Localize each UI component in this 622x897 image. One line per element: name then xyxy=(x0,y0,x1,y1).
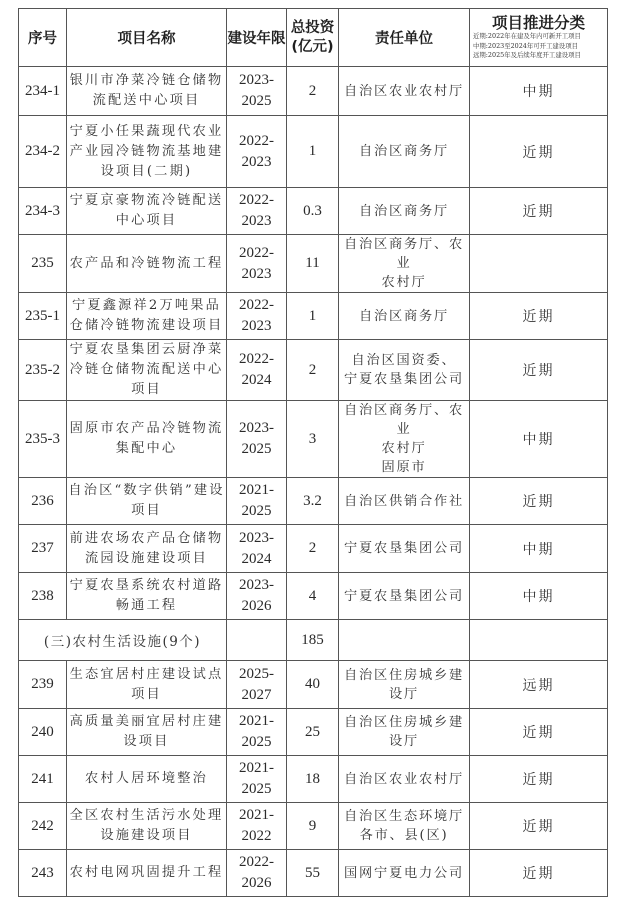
table-row xyxy=(19,235,608,293)
row-seq: 241 xyxy=(19,756,67,803)
row-years-start: 2021- xyxy=(239,713,274,729)
row-years xyxy=(227,525,287,573)
row-unit xyxy=(339,340,470,401)
row-seq: 239 xyxy=(19,661,67,709)
row-name: 宁夏鑫源祥2万吨果品仓储冷链物流建设项目 xyxy=(67,293,227,340)
table-row xyxy=(19,116,608,188)
row-category: 远期 xyxy=(470,661,608,709)
row-unit xyxy=(339,803,470,850)
row-unit-line: 自治区供销合作社 xyxy=(344,493,464,509)
row-name: 自治区“数字供销”建设项目 xyxy=(67,478,227,525)
row-category: 近期 xyxy=(470,116,608,188)
row-name: 宁夏京豪物流冷链配送中心项目 xyxy=(67,188,227,235)
section-body xyxy=(19,620,608,661)
row-unit xyxy=(339,188,470,235)
row-invest: 11 xyxy=(287,235,339,293)
table-body-top xyxy=(19,67,608,620)
row-unit-line: 自治区生态环境厅 xyxy=(344,809,464,824)
row-category: 近期 xyxy=(470,803,608,850)
row-years-start: 2023- xyxy=(239,577,274,593)
header-invest xyxy=(287,9,339,67)
row-category: 近期 xyxy=(470,340,608,401)
row-years xyxy=(227,67,287,116)
table-row xyxy=(19,525,608,573)
table-row xyxy=(19,850,608,897)
row-years-start: 2022- xyxy=(239,244,274,261)
header-unit: 责任单位 xyxy=(339,9,470,67)
row-years-end: 2023 xyxy=(241,265,272,282)
row-invest: 2 xyxy=(287,525,339,573)
row-invest: 0.3 xyxy=(287,188,339,235)
row-invest: 2 xyxy=(287,67,339,116)
row-years xyxy=(227,573,287,620)
row-years-end: 2023 xyxy=(241,153,272,170)
row-years-end: 2025 xyxy=(241,441,272,457)
row-name: 农村电网巩固提升工程 xyxy=(67,850,227,897)
row-seq: 234-2 xyxy=(19,116,67,188)
table-row xyxy=(19,293,608,340)
table-header-row xyxy=(19,9,608,67)
row-unit xyxy=(339,850,470,897)
row-years-end: 2023 xyxy=(241,213,272,229)
row-years-start: 2025- xyxy=(239,665,274,682)
row-invest: 40 xyxy=(287,661,339,709)
row-invest: 9 xyxy=(287,803,339,850)
row-invest: 55 xyxy=(287,850,339,897)
row-category: 中期 xyxy=(470,573,608,620)
table-body-bottom xyxy=(19,661,608,897)
row-seq: 234-1 xyxy=(19,67,67,116)
section-row xyxy=(19,620,608,661)
row-years xyxy=(227,803,287,850)
row-name: 高质量美丽宜居村庄建设项目 xyxy=(67,709,227,756)
row-unit-line: 自治区住房城乡建设厅 xyxy=(344,667,464,702)
row-years xyxy=(227,709,287,756)
row-years-start: 2023- xyxy=(239,72,274,88)
row-years-end: 2025 xyxy=(241,734,272,750)
row-unit xyxy=(339,709,470,756)
table-row xyxy=(19,709,608,756)
row-years-start: 2021- xyxy=(239,807,274,823)
row-years-end: 2025 xyxy=(241,503,272,519)
row-unit xyxy=(339,478,470,525)
row-unit-line: 自治区住房城乡建设厅 xyxy=(344,715,464,749)
row-unit-line: 自治区商务厅、农业 xyxy=(344,403,464,437)
row-category: 中期 xyxy=(470,525,608,573)
row-name: 农村人居环境整治 xyxy=(67,756,227,803)
row-unit-line: 国网宁夏电力公司 xyxy=(344,865,464,881)
row-years-end: 2022 xyxy=(241,828,272,844)
row-unit xyxy=(339,661,470,709)
row-years xyxy=(227,850,287,897)
row-years-start: 2021- xyxy=(239,482,274,498)
row-unit-line: 农村厅 xyxy=(381,441,427,456)
row-invest: 25 xyxy=(287,709,339,756)
table-row xyxy=(19,803,608,850)
row-unit xyxy=(339,235,470,293)
row-unit-line: 自治区商务厅 xyxy=(359,144,449,159)
row-seq: 242 xyxy=(19,803,67,850)
header-invest-line1: 总投资 xyxy=(290,19,335,36)
row-category: 近期 xyxy=(470,478,608,525)
category-note-near: 近期:2022年在建及年内可新开工项目 xyxy=(473,32,581,41)
category-note-far: 远期:2025年及后续年度开工建设项目 xyxy=(473,51,581,60)
table-row xyxy=(19,756,608,803)
row-unit xyxy=(339,116,470,188)
row-unit-line: 自治区农业农村厅 xyxy=(344,771,464,787)
row-unit-line: 宁夏农垦集团公司 xyxy=(344,372,464,387)
row-unit-line: 自治区商务厅 xyxy=(359,203,449,219)
section-years xyxy=(227,620,287,661)
row-unit xyxy=(339,67,470,116)
header-seq: 序号 xyxy=(19,9,67,67)
row-unit-line: 固原市 xyxy=(381,460,427,475)
row-years-end: 2024 xyxy=(241,372,272,388)
row-years-end: 2024 xyxy=(241,550,272,567)
row-invest: 2 xyxy=(287,340,339,401)
row-invest: 18 xyxy=(287,756,339,803)
project-table xyxy=(18,8,608,897)
table-row xyxy=(19,401,608,478)
table-row xyxy=(19,573,608,620)
row-seq: 238 xyxy=(19,573,67,620)
row-years xyxy=(227,293,287,340)
row-category: 近期 xyxy=(470,293,608,340)
row-unit xyxy=(339,756,470,803)
row-invest: 1 xyxy=(287,293,339,340)
row-years-start: 2022- xyxy=(239,297,274,313)
row-years xyxy=(227,188,287,235)
row-years xyxy=(227,235,287,293)
row-unit-line: 自治区国资委、 xyxy=(351,353,457,368)
row-seq: 235 xyxy=(19,235,67,293)
row-name: 全区农村生活污水处理设施建设项目 xyxy=(67,803,227,850)
row-years xyxy=(227,401,287,478)
row-seq: 237 xyxy=(19,525,67,573)
row-seq: 234-3 xyxy=(19,188,67,235)
table-row xyxy=(19,340,608,401)
row-seq: 235-1 xyxy=(19,293,67,340)
row-years-start: 2023- xyxy=(239,420,274,436)
row-seq: 243 xyxy=(19,850,67,897)
row-years xyxy=(227,116,287,188)
section-category xyxy=(470,620,608,661)
row-unit xyxy=(339,525,470,573)
row-name: 宁夏小任果蔬现代农业产业园冷链物流基地建设项目(二期) xyxy=(67,116,227,188)
row-unit xyxy=(339,573,470,620)
row-invest: 3 xyxy=(287,401,339,478)
row-seq: 236 xyxy=(19,478,67,525)
header-years: 建设年限 xyxy=(227,9,287,67)
row-years xyxy=(227,661,287,709)
section-unit xyxy=(339,620,470,661)
row-seq: 235-3 xyxy=(19,401,67,478)
row-unit-line: 农村厅 xyxy=(381,275,427,290)
row-unit-line: 自治区农业农村厅 xyxy=(344,83,464,99)
row-years xyxy=(227,478,287,525)
row-unit-line: 自治区商务厅 xyxy=(359,308,449,324)
section-invest: 185 xyxy=(287,620,339,661)
row-invest: 4 xyxy=(287,573,339,620)
row-years-end: 2027 xyxy=(241,686,272,703)
row-category: 中期 xyxy=(470,67,608,116)
row-name: 前进农场农产品仓储物流园设施建设项目 xyxy=(67,525,227,573)
row-years-start: 2021- xyxy=(239,760,274,776)
row-category: 近期 xyxy=(470,756,608,803)
row-seq: 235-2 xyxy=(19,340,67,401)
row-years-end: 2025 xyxy=(241,781,272,797)
row-seq: 240 xyxy=(19,709,67,756)
header-invest-line2: (亿元) xyxy=(291,38,334,55)
row-category: 近期 xyxy=(470,709,608,756)
row-years-start: 2022- xyxy=(239,132,274,149)
row-years xyxy=(227,756,287,803)
section-label: (三)农村生活设施(9个) xyxy=(19,620,227,661)
row-name: 固原市农产品冷链物流集配中心 xyxy=(67,401,227,478)
table-row xyxy=(19,661,608,709)
row-years-end: 2023 xyxy=(241,318,272,334)
row-years-end: 2025 xyxy=(241,93,272,109)
row-invest: 1 xyxy=(287,116,339,188)
header-name: 项目名称 xyxy=(67,9,227,67)
row-name: 宁夏农垦集团云厨净菜冷链仓储物流配送中心项目 xyxy=(67,340,227,401)
category-note-mid: 中期:2023至2024年可开工建设项目 xyxy=(473,41,578,50)
row-category: 近期 xyxy=(470,188,608,235)
row-name: 宁夏农垦系统农村道路畅通工程 xyxy=(67,573,227,620)
row-category: 近期 xyxy=(470,850,608,897)
header-category-title: 项目推进分类 xyxy=(491,14,585,33)
row-name: 银川市净菜冷链仓储物流配送中心项目 xyxy=(67,67,227,116)
row-unit xyxy=(339,293,470,340)
row-unit-line: 宁夏农垦集团公司 xyxy=(344,588,464,604)
table-row xyxy=(19,188,608,235)
row-unit-line: 各市、县(区) xyxy=(359,828,449,843)
row-years-start: 2022- xyxy=(239,854,274,870)
row-years-end: 2026 xyxy=(241,598,272,614)
table-row xyxy=(19,67,608,116)
row-name: 生态宜居村庄建设试点项目 xyxy=(67,661,227,709)
row-years xyxy=(227,340,287,401)
row-category: 中期 xyxy=(470,401,608,478)
row-category xyxy=(470,235,608,293)
row-unit-line: 宁夏农垦集团公司 xyxy=(344,541,464,556)
row-invest: 3.2 xyxy=(287,478,339,525)
row-years-start: 2023- xyxy=(239,529,274,546)
table-row xyxy=(19,478,608,525)
row-years-end: 2026 xyxy=(241,875,272,891)
row-years-start: 2022- xyxy=(239,192,274,208)
header-category xyxy=(470,9,608,67)
row-unit-line: 自治区商务厅、农业 xyxy=(344,237,464,271)
row-name: 农产品和冷链物流工程 xyxy=(67,235,227,293)
row-unit xyxy=(339,401,470,478)
row-years-start: 2022- xyxy=(239,351,274,367)
